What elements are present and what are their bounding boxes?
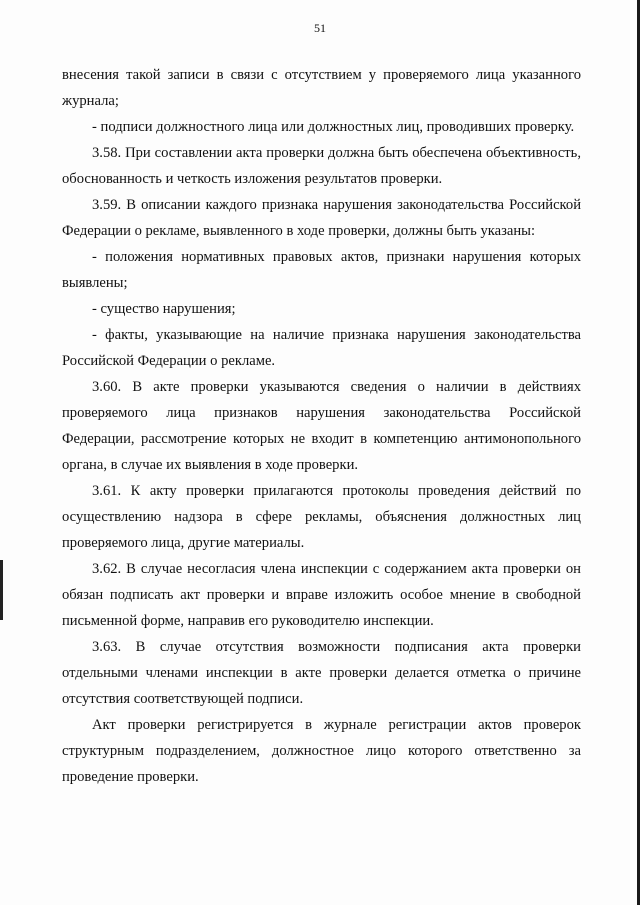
paragraph-3-63: 3.63. В случае отсутствия возможности подписания акта проверки отдельными членами инспекции в акте проверки делается отметка о причине отсутствия соответствующей подписи.: [62, 639, 581, 707]
scan-edge-left: [0, 560, 3, 620]
paragraph-registration: Акт проверки регистрируется в журнале регистрации актов проверок структурным подразделением, должностное лицо которого ответственно за проведение проверки.: [62, 717, 581, 785]
paragraph-list-item-provisions: - положения нормативных правовых актов, признаки нарушения которых выявлены;: [62, 249, 581, 291]
paragraph-list-item-essence: - существо нарушения;: [92, 301, 236, 317]
paragraph-3-62: 3.62. В случае несогласия члена инспекции с содержанием акта проверки он обязан подписать акт проверки и вправе изложить особое мнение в свободной письменной форме, направив его руководителю инспекции.: [62, 561, 581, 629]
paragraph-list-item-facts: - факты, указывающие на наличие признака нарушения законодательства Российской Федерации о рекламе.: [62, 327, 581, 369]
page-number: 51: [314, 21, 326, 35]
paragraph-continuation: внесения такой записи в связи с отсутствием у проверяемого лица указанного журнала;: [62, 67, 581, 109]
paragraph-3-61: 3.61. К акту проверки прилагаются протоколы проведения действий по осуществлению надзора в сфере рекламы, объяснения должностных лиц проверяемого лица, другие материалы.: [62, 483, 581, 551]
paragraph-3-60: 3.60. В акте проверки указываются сведения о наличии в действиях проверяемого лица признаков нарушения законодательства Российской Федерации, рассмотрение которых не входит в компетенцию антимонопольного органа, в случае их выявления в ходе проверки.: [62, 379, 581, 473]
paragraph-signature-item: - подписи должностного лица или должностных лиц, проводивших проверку.: [92, 119, 575, 135]
paragraph-3-59: 3.59. В описании каждого признака нарушения законодательства Российской Федерации о рекламе, выявленного в ходе проверки, должны быть указаны:: [62, 197, 581, 239]
document-body: [62, 62, 581, 790]
paragraph-3-58: 3.58. При составлении акта проверки должна быть обеспечена объективность, обоснованность и четкость изложения результатов проверки.: [62, 145, 581, 187]
